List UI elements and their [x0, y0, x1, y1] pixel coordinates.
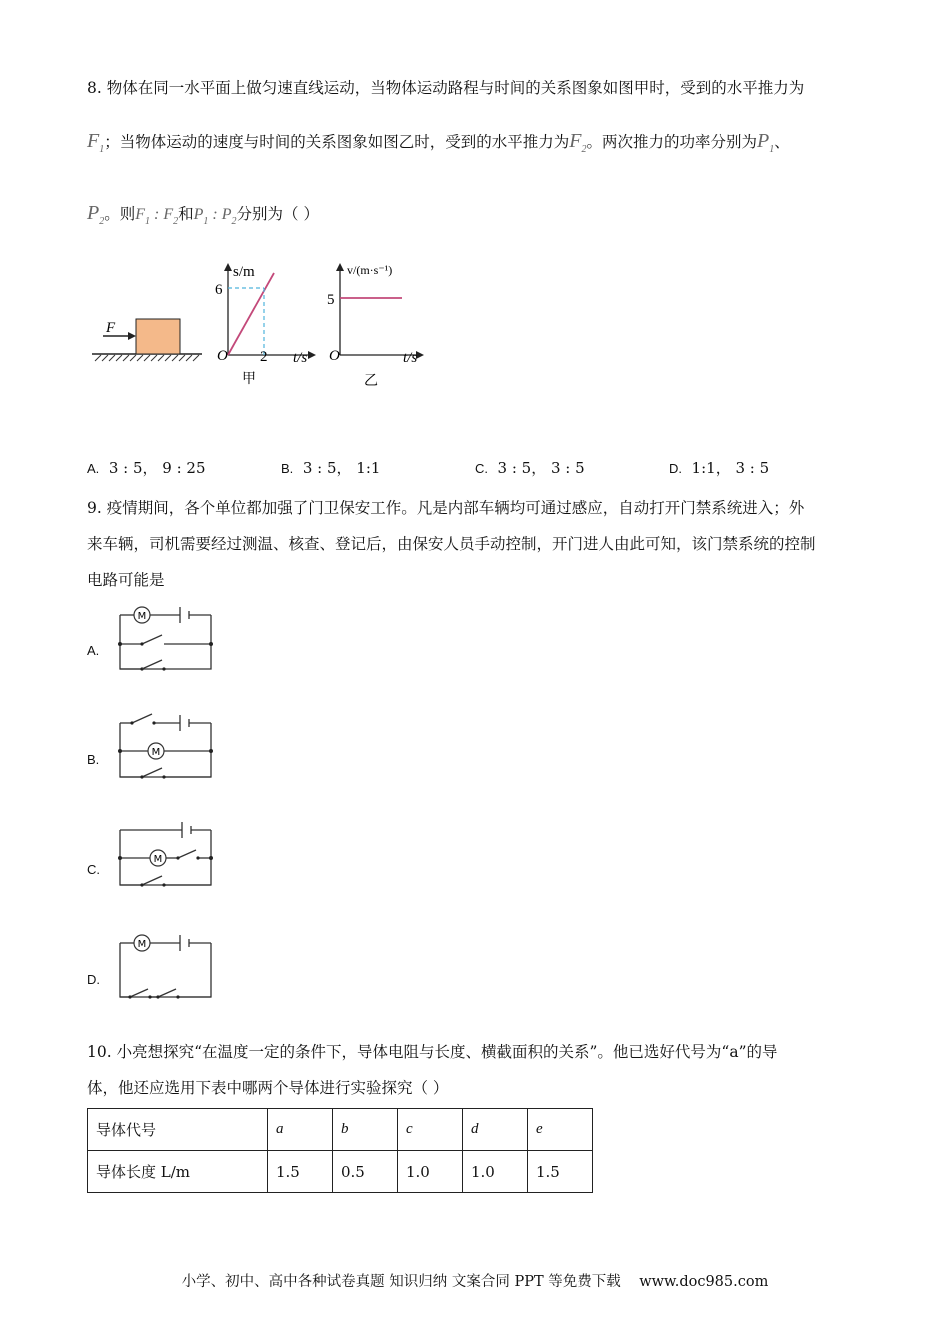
- graph-jia: [215, 263, 316, 387]
- table-cell: d: [463, 1109, 528, 1151]
- q9-option-b-label[interactable]: B.: [87, 752, 100, 767]
- circuit-b[interactable]: [112, 710, 217, 782]
- graph2-xlabel: t/s: [403, 350, 418, 366]
- svg-text:M: M: [153, 854, 163, 865]
- table-row: [88, 1109, 593, 1151]
- table-cell: e: [528, 1109, 593, 1151]
- table-header-code: 导体代号: [88, 1109, 268, 1151]
- var-F2: $F_2$: [569, 130, 587, 155]
- graph2-ytick: 5: [327, 292, 335, 308]
- q8-option-b[interactable]: B. 3 : 5， 1:1: [281, 459, 381, 477]
- svg-text:M: M: [151, 747, 161, 758]
- q8-line1: 8. 物体在同一水平面上做匀速直线运动，当物体运动路程与时间的关系图象如图甲时，受到的水平推力为: [87, 79, 805, 97]
- table-cell: 1.5: [268, 1151, 333, 1193]
- q9-option-d-label[interactable]: D.: [87, 972, 100, 987]
- table-cell: c: [398, 1109, 463, 1151]
- q8-line3: $P_2$。则$F_1$ : $F_2$和$P_1$ : $P_2$分别为（ ）: [87, 202, 319, 227]
- graph1-ytick: 6: [215, 282, 223, 298]
- circuit-c[interactable]: [112, 820, 217, 892]
- q9-line2: 来车辆，司机需要经过测温、核查、登记后，由保安人员手动控制，开门进人由此可知，该门禁系统的控制: [87, 535, 816, 553]
- graph1-xtick: 2: [260, 349, 268, 365]
- q9-option-c-label[interactable]: C.: [87, 862, 100, 877]
- svg-text:M: M: [137, 611, 147, 622]
- ratio-F: $F_1$ : $F_2$: [135, 206, 179, 227]
- table-cell: 1.0: [398, 1151, 463, 1193]
- q10-line1: 10. 小亮想探究“在温度一定的条件下，导体电阻与长度、横截面积的关系”。他已选好代号为“a”的导: [87, 1043, 778, 1061]
- var-P2: $P_2$: [87, 202, 105, 227]
- table-cell: 1.0: [463, 1151, 528, 1193]
- q9-line3: 电路可能是: [87, 571, 165, 589]
- var-P1: $P_1$: [756, 130, 775, 155]
- footer-link[interactable]: www.doc985.com: [639, 1274, 769, 1290]
- q10-line2: 体，他还应选用下表中哪两个导体进行实验探究（ ）: [87, 1079, 449, 1097]
- graph-yi: [327, 263, 424, 389]
- block-on-ground: [92, 319, 202, 361]
- table-cell: 0.5: [333, 1151, 398, 1193]
- footer-text: 小学、初中、高中各种试卷真题 知识归纳 文案合同 PPT 等免费下载: [181, 1274, 621, 1290]
- q9-line1: 9. 疫情期间，各个单位都加强了门卫保安工作。凡是内部车辆均可通过感应，自动打开门禁系统进入；外: [87, 499, 805, 517]
- q8-option-c[interactable]: C. 3 : 5， 3 : 5: [475, 459, 585, 477]
- circuit-a[interactable]: [112, 602, 217, 674]
- table-row: [88, 1151, 593, 1193]
- q8-line2: $F_1$；当物体运动的速度与时间的关系图象如图乙时，受到的水平推力为$F_2$。两次推力的功率分别为$P_1$、: [87, 130, 790, 155]
- force-label: F: [106, 320, 116, 336]
- graph2-caption: 乙: [364, 373, 378, 389]
- graph1-origin: O: [217, 348, 228, 364]
- q9-option-a-label[interactable]: A.: [87, 643, 100, 658]
- ratio-P: $P_1$ : $P_2$: [193, 206, 237, 227]
- page-footer: [0, 1270, 950, 1291]
- graph2-origin: O: [329, 348, 340, 364]
- var-F1: $F_1$: [87, 130, 105, 155]
- table-header-length: 导体长度 L/m: [88, 1151, 268, 1193]
- table-cell: a: [268, 1109, 333, 1151]
- circuit-d[interactable]: [112, 930, 217, 1002]
- table-cell: 1.5: [528, 1151, 593, 1193]
- q8-option-d[interactable]: D. 1:1， 3 : 5: [669, 459, 770, 477]
- graph1-caption: 甲: [242, 371, 256, 387]
- conductor-table: [87, 1108, 593, 1193]
- graph2-ylabel: v/(m·s⁻¹): [347, 263, 393, 277]
- graph1-ylabel: s/m: [233, 264, 255, 280]
- q8-figure: [85, 255, 435, 395]
- graph1-xlabel: t/s: [293, 350, 308, 366]
- table-cell: b: [333, 1109, 398, 1151]
- svg-text:M: M: [137, 939, 147, 950]
- q8-option-a[interactable]: A. 3 : 5， 9 : 25: [87, 459, 206, 477]
